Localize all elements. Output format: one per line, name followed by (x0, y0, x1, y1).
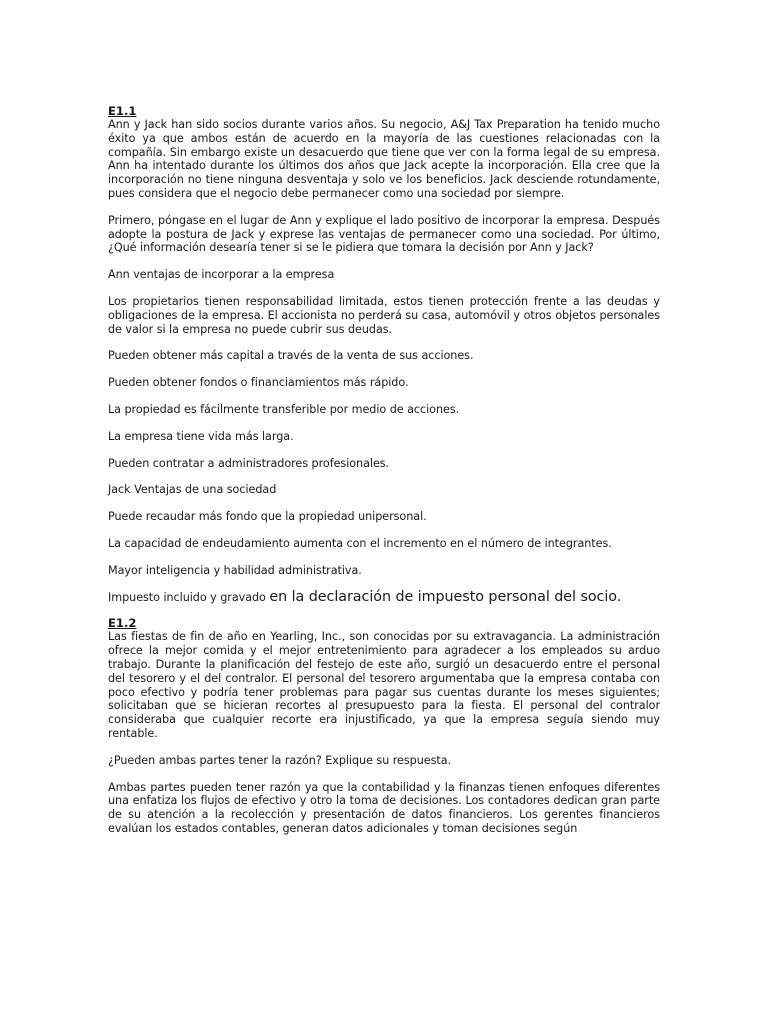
document-page (108, 104, 660, 836)
jack-point-tax (108, 588, 660, 605)
jack-point: Mayor inteligencia y habilidad administrativa. (108, 563, 362, 577)
jack-advantages-title: Jack Ventajas de una sociedad (108, 483, 277, 497)
e1-1-intro-paragraph: Ann y Jack han sido socios durante varios años. Su negocio, A&J Tax Preparation ha tenido mucho éxito ya que ambos están de acuerdo en la mayoría de las cuestiones relacionadas con la compañía. Sin embargo existe un desacuerdo que tiene que ver con la forma legal de su empresa. Ann ha intentado durante los últimos dos años que Jack acepte la incorporación. Ella cree que la incorporación no tiene ninguna desventaja y solo ve los beneficios. Jack desciende rotundamente, pues considera que el negocio debe permanecer como una sociedad por siempre. (108, 118, 660, 200)
e1-2-intro-paragraph: Las fiestas de fin de año en Yearling, Inc., son conocidas por su extravagancia. La administración ofrece la mejor comida y el mejor entretenimiento para agradecer a los empleados su arduo trabajo. Durante la planificación del festejo de este año, surgió un desacuerdo entre el personal del tesorero y el del contralor. El personal del tesorero argumentaba que la empresa contaba con poco efectivo y podría tener problemas para pagar sus cuentas durante los meses siguientes; solicitaban que se hicieran recortes al presupuesto para la fiesta. El personal del contralor consideraba que cualquier recorte era injustificado, ya que la empresa seguía siendo muy rentable. (108, 630, 660, 740)
e1-2-question-paragraph: ¿Pueden ambas partes tener la razón? Explique su respuesta. (108, 753, 452, 767)
ann-point: La propiedad es fácilmente transferible por medio de acciones. (108, 402, 460, 416)
section-heading-e1-1: E1.1 (108, 104, 137, 118)
e1-2-answer-paragraph: Ambas partes pueden tener razón ya que la contabilidad y la finanzas tienen enfoques diferentes una enfatiza los flujos de efectivo y otro la toma de decisiones. Los contadores dedican gran parte de su atención a la recolección y presentación de datos financieros. Los gerentes financieros evalúan los estados contables, generan datos adicionales y toman decisiones según (108, 780, 660, 835)
ann-point: Pueden obtener más capital a través de la venta de sus acciones. (108, 349, 474, 363)
ann-point: Pueden contratar a administradores profesionales. (108, 456, 390, 470)
section-heading-e1-2: E1.2 (108, 616, 137, 631)
jack-point: La capacidad de endeudamiento aumenta con el incremento en el número de integrantes. (108, 536, 612, 550)
ann-point: La empresa tiene vida más larga. (108, 429, 294, 443)
tax-point-small-text: Impuesto incluido y gravado (108, 590, 270, 604)
ann-advantages-title: Ann ventajas de incorporar a la empresa (108, 268, 335, 282)
e1-1-question-paragraph: Primero, póngase en el lugar de Ann y explique el lado positivo de incorporar la empresa. Después adopte la postura de Jack y exprese las ventajas de permanecer como una sociedad. Por último, ¿Qué información desearía tener si se le pidiera que tomara la decisión por Ann y Jack? (108, 213, 660, 255)
tax-point-large-text: en la declaración de impuesto personal del socio. (269, 588, 622, 605)
ann-point: Los propietarios tienen responsabilidad limitada, estos tienen protección frente a las deudas y obligaciones de la empresa. El accionista no perderá su casa, automóvil y otros objetos personales de valor si la empresa no puede cubrir sus deudas. (108, 294, 660, 336)
ann-point: Pueden obtener fondos o financiamientos más rápido. (108, 376, 409, 390)
jack-point: Puede recaudar más fondo que la propiedad unipersonal. (108, 510, 427, 524)
